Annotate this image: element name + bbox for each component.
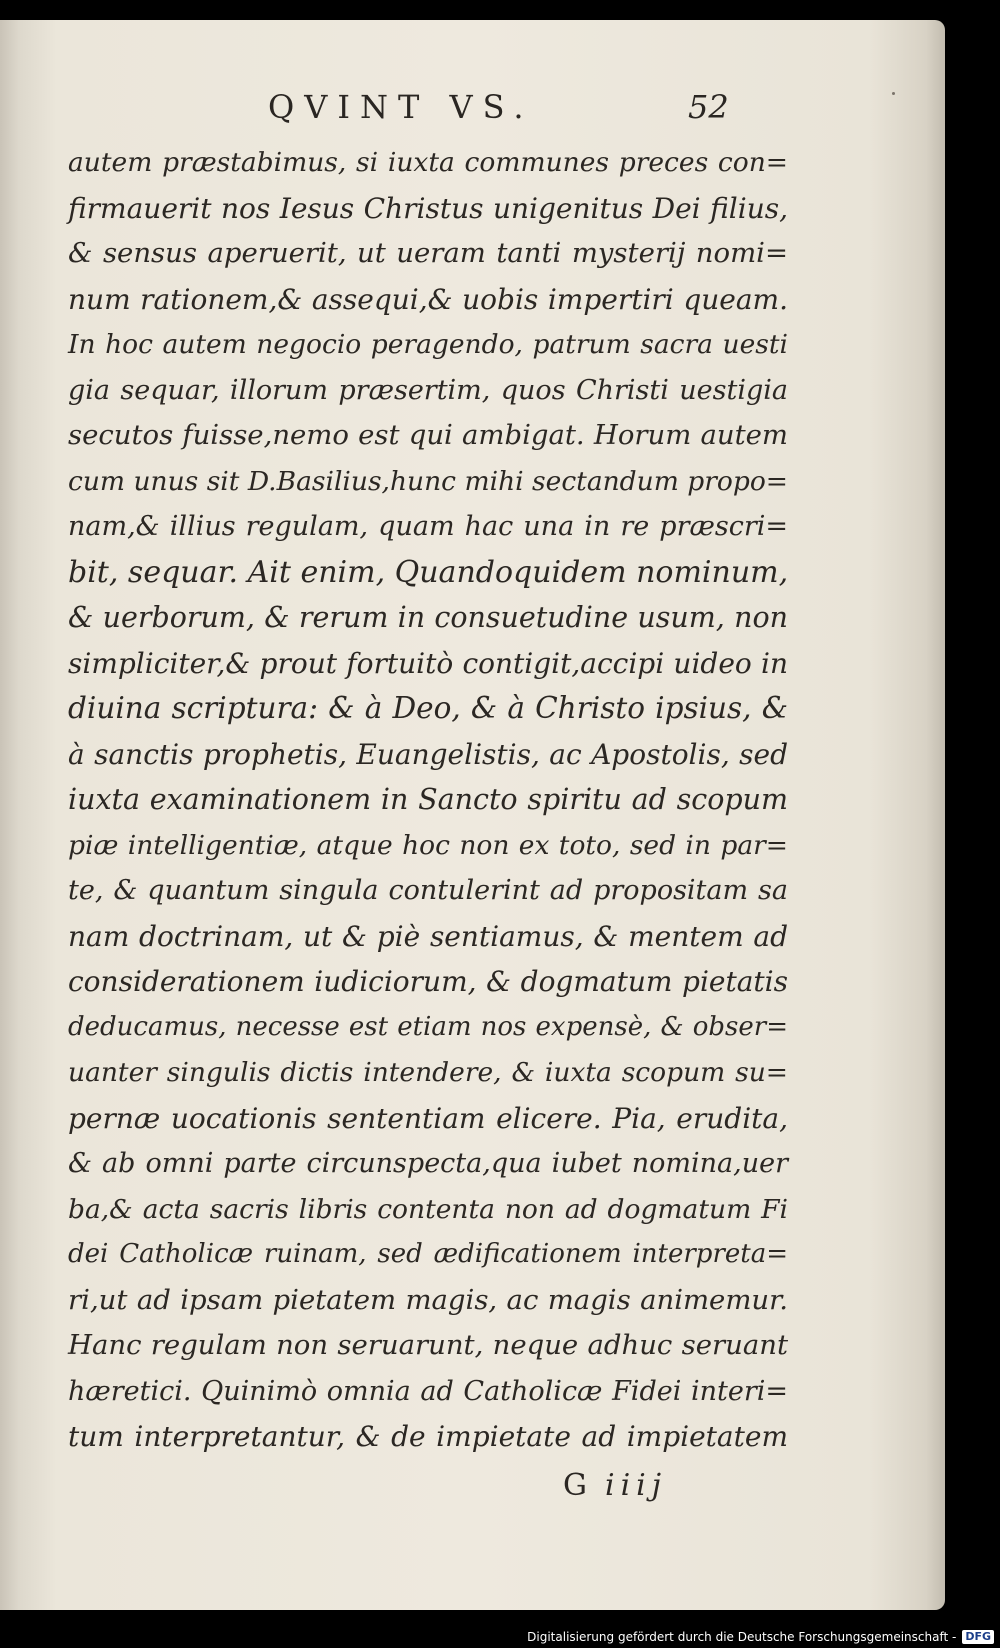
text-line: & sensus aperuerit, ut ueram tanti mysterij nomi=: [68, 237, 788, 269]
text-line: diuina scriptura: & à Deo, & à Christo ipsius, &: [68, 691, 788, 725]
dfg-logo: DFG: [962, 1630, 994, 1644]
digitization-credit: [521, 1626, 1000, 1648]
text-line: secutos fuisse,nemo est qui ambigat. Horum autem: [68, 419, 788, 451]
text-line: à sanctis prophetis, Euangelistis, ac Apostolis, sed: [68, 737, 788, 771]
credit-text: Digitalisierung gefördert durch die Deutsche Forschungsgemeinschaft -: [527, 1630, 957, 1644]
text-line: considerationem iudiciorum, & dogmatum pietatis: [68, 965, 788, 998]
running-head: QVINT VS.: [268, 88, 534, 126]
signature-mark: [563, 1468, 667, 1503]
body-text: [68, 140, 788, 1460]
text-line: deducamus, necesse est etiam nos expensè, & obser=: [68, 1011, 788, 1042]
text-line: nam doctrinam, ut & piè sentiamus, & mentem ad: [68, 919, 788, 953]
text-line: piæ intelligentiæ, atque hoc non ex toto, sed in par=: [68, 829, 788, 861]
text-line: hæretici. Quinimò omnia ad Catholicæ Fidei interi=: [68, 1375, 788, 1407]
text-line: bit, sequar. Ait enim, Quandoquidem nominum,: [68, 554, 789, 590]
text-line: simpliciter,& prout fortuitò contigit,accipi uideo in: [68, 646, 788, 680]
text-line: nam,& illius regulam, quam hac una in re præscri=: [68, 511, 788, 542]
text-line: num rationem,& assequi,& uobis impertiri queam.: [68, 282, 788, 316]
text-line: cum unus sit D.Basilius,hunc mihi sectandum propo=: [68, 465, 788, 497]
book-page: [0, 20, 945, 1610]
page-header: [68, 88, 788, 140]
text-line: te, & quantum singula contulerint ad propositam sa: [68, 875, 788, 906]
text-line: Hanc regulam non seruarunt, neque adhuc seruant: [68, 1329, 788, 1361]
text-line: pernæ uocationis sententiam elicere. Pia, erudita,: [68, 1101, 788, 1135]
signature-line: [68, 1460, 788, 1516]
text-line: uanter singulis dictis intendere, & iuxta scopum su=: [68, 1057, 788, 1088]
text-line: ba,& acta sacris libris contenta non ad dogmatum Fi: [68, 1193, 788, 1225]
paper-speck: [892, 92, 895, 95]
text-line: iuxta examinationem in Sancto spiritu ad scopum: [68, 783, 788, 816]
text-line: & ab omni parte circunspecta,qua iubet nomina,uer: [68, 1148, 788, 1179]
text-line: ri,ut ad ipsam pietatem magis, ac magis animemur.: [68, 1283, 788, 1316]
text-line: & uerborum, & rerum in consuetudine usum, non: [68, 601, 788, 634]
text-line: tum interpretantur, & de impietate ad impietatem: [68, 1420, 788, 1453]
signature-letter: G: [563, 1467, 593, 1503]
page-number: 52: [688, 88, 729, 126]
text-line: gia sequar, illorum præsertim, quos Christi uestigia: [68, 374, 788, 406]
text-line: dei Catholicæ ruinam, sed ædificationem interpreta=: [68, 1239, 788, 1269]
text-line: autem præstabimus, si iuxta communes preces con=: [68, 147, 788, 178]
text-line: In hoc autem negocio peragendo, patrum sacra uesti: [68, 329, 788, 360]
text-line: firmauerit nos Iesus Christus unigenitus Dei filius,: [68, 191, 788, 225]
signature-number: iiij: [604, 1467, 668, 1503]
text-block: [68, 88, 788, 1516]
